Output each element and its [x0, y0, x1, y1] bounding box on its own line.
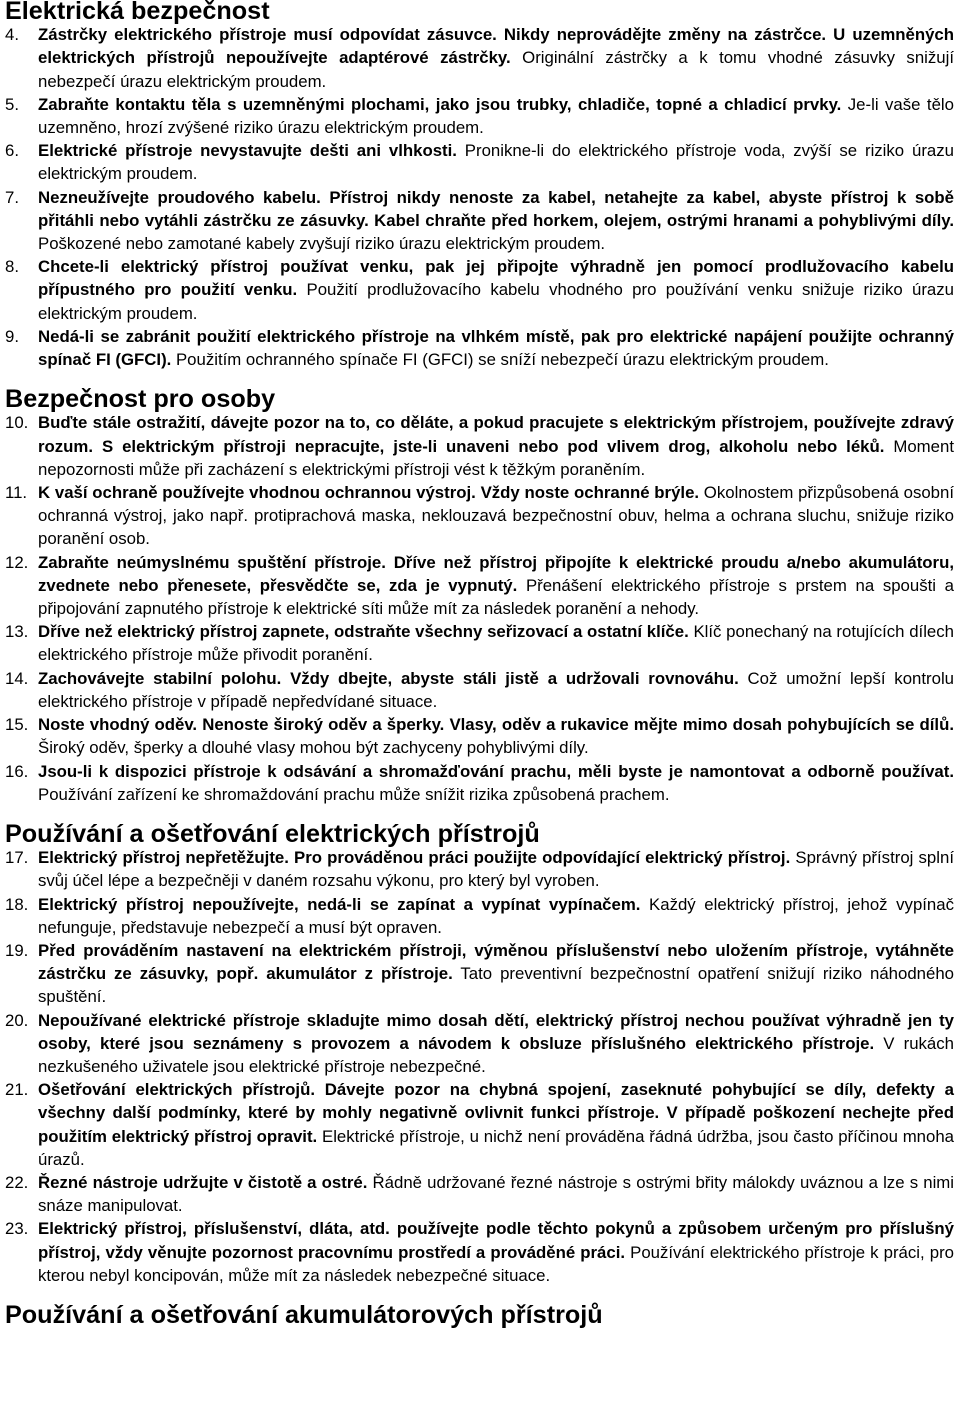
- item-bold-text: Nezneužívejte proudového kabelu. Přístroj nikdy nenoste za kabel, netahejte za kabel, abyste přístroj k sobě přitáhli nebo vytáhli zástrčku ze zásuvky. Kabel chraňte před horkem, olejem, ostrými hranami a pohyblivými díly.: [38, 187, 954, 230]
- item-bold-text: Nepoužívané elektrické přístroje skladujte mimo dosah dětí, elektrický přístroj nechou používat výhradně jen ty osoby, které jsou seznámeny s provozem a návodem k obsluze příslušného elektrického přístroje.: [38, 1010, 954, 1053]
- item-number: 5.: [5, 94, 19, 114]
- item-text: [38, 1078, 954, 1171]
- item-number: 17.: [5, 848, 29, 868]
- item-text: [38, 411, 954, 481]
- list-item: [5, 1171, 954, 1217]
- item-bold-text: Elektrický přístroj nepřetěžujte. Pro prováděnou práci použijte odpovídající elektrický přístroj.: [38, 848, 791, 868]
- item-text: [38, 93, 954, 139]
- list-item: [5, 620, 954, 666]
- item-bold-text: Chcete-li elektrický přístroj používat venku, pak jej připojte výhradně jen pomocí prodlužovacího kabelu přípustného pro použití venku.: [38, 257, 954, 300]
- item-bold-text: Ošetřování elektrických přístrojů. Dávejte pozor na chybná spojení, zaseknuté pohybující se díly, defekty a všechny další podmínky, které by mohly negativně ovlivnit funkci přístroje. V případě poškození nechejte před použitím elektrický přístroj opravit.: [38, 1080, 954, 1146]
- section-title: Bezpečnost pro osoby: [5, 385, 276, 414]
- list-item: [5, 667, 954, 713]
- list-item: [5, 1078, 954, 1171]
- item-bold-text: Nedá-li se zabránit použití elektrického přístroje na vlhkém místě, pak pro elektrické napájení použijte ochranný spínač FI (GFCI).: [38, 326, 954, 370]
- item-bold-text: Elektrický přístroj nepoužívejte, nedá-li se zapínat a vypínat vypínačem.: [38, 894, 641, 914]
- item-number: 7.: [5, 187, 19, 207]
- item-normal-text: Klíč ponechaný na rotujících dílech elektrického přístroje může přivodit poranění.: [38, 622, 954, 665]
- list-item: [5, 713, 954, 759]
- item-normal-text: Moment nepozornosti může při zacházení s elektrickými přístroji vést k těžkým poraněním.: [38, 436, 954, 479]
- item-normal-text: Použití prodlužovacího kabelu vhodného pro používání venku snižuje riziko úrazu elektrickým proudem.: [38, 280, 954, 323]
- item-list: [5, 411, 954, 805]
- item-normal-text: Je-li vaše tělo uzemněno, hrozí zvýšené riziko úrazu elektrickým proudem.: [38, 94, 954, 138]
- list-item: [5, 893, 954, 939]
- item-bold-text: Před prováděním nastavení na elektrickém přístroji, výměnou příslušenství nebo uložením přístroje, vytáhněte zástrčku ze zásuvky, popř. akumulátor z přístroje.: [38, 940, 954, 984]
- item-normal-text: Používání elektrického přístroje k práci, pro kterou nebyl koncipován, může mít za následek nebezpečné situace.: [38, 1242, 954, 1285]
- section-battery-tool-use: [5, 1300, 954, 1329]
- item-bold-text: Noste vhodný oděv. Nenoste široký oděv a šperky. Vlasy, oděv a rukavice mějte mimo dosah pohybujících se dílů.: [38, 715, 954, 735]
- item-number: 13.: [5, 622, 29, 642]
- item-bold-text: Dříve než elektrický přístroj zapnete, odstraňte všechny seřizovací a ostatní klíče.: [38, 622, 689, 642]
- item-number: 6.: [5, 141, 19, 161]
- item-bold-text: Zástrčky elektrického přístroje musí odpovídat zásuvce. Nikdy neprovádějte změny na zástrčce. U uzemněných elektrických přístrojů nepoužívejte adaptérové zástrčky.: [38, 25, 954, 68]
- item-text: [38, 1009, 954, 1079]
- section-title: Používání a ošetřování elektrických přístrojů: [5, 819, 540, 848]
- list-item: [5, 139, 954, 185]
- item-bold-text: Elektrický přístroj, příslušenství, dláta, atd. používejte podle těchto pokynů a způsobem určeným pro příslušný přístroj, vždy věnujte pozornost pracovnímu prostředí a prováděné práci.: [38, 1219, 954, 1262]
- item-normal-text: Používání zařízení ke shromaždování prachu může snížit rizika způsobená prachem.: [38, 784, 670, 804]
- item-normal-text: V rukách nezkušeného uživatele jsou elektrické přístroje nebezpečné.: [38, 1033, 954, 1076]
- item-text: [38, 713, 954, 759]
- item-bold-text: Zabraňte neúmyslnému spuštění přístroje. Dříve než přístroj připojíte k elektrické proudu a/nebo akumulátoru, zvednete nebo přenesete, přesvědčte se, zda je vypnutý.: [38, 552, 954, 595]
- list-item: [5, 23, 954, 93]
- item-number: 16.: [5, 761, 29, 781]
- section-title: Elektrická bezpečnost: [5, 0, 270, 25]
- list-item: [5, 760, 954, 806]
- item-text: [38, 325, 954, 371]
- item-normal-text: Elektrické přístroje, u nichž není prováděna řádná údržba, jsou často příčinou mnoha úrazů.: [38, 1126, 955, 1169]
- item-normal-text: Správný přístroj splní svůj účel lépe a bezpečněji v daném rozsahu výkonu, pro který byl vyroben.: [38, 848, 954, 891]
- list-item: [5, 93, 954, 139]
- list-item: [5, 255, 954, 325]
- item-normal-text: Poškozené nebo zamotané kabely zvyšují riziko úrazu elektrickým proudem.: [38, 234, 606, 254]
- item-normal-text: Široký oděv, šperky a dlouhé vlasy mohou být zachyceny pohyblivými díly.: [38, 738, 589, 758]
- list-item: [5, 846, 954, 892]
- item-text: [38, 1217, 954, 1287]
- list-item: [5, 481, 954, 551]
- item-bold-text: Elektrické přístroje nevystavujte dešti ani vlhkosti.: [38, 141, 457, 161]
- list-item: [5, 1009, 954, 1079]
- list-item: [5, 1217, 954, 1287]
- item-number: 18.: [5, 894, 29, 914]
- item-normal-text: Okolnostem přizpůsobená osobní ochranná výstroj, jako např. protiprachová maska, neklouzavá bezpečnostní obuv, helma a ochrana sluchu, snižuje riziko poranění osob.: [38, 483, 954, 549]
- item-normal-text: Tato preventivní bezpečnostní opatření snižují riziko náhodného spuštění.: [38, 964, 954, 1007]
- item-number: 19.: [5, 940, 29, 960]
- item-normal-text: Přenášení elektrického přístroje s prstem na spoušti a připojování zapnutého přístroje k elektrické síti může mít za následek poranění a nehody.: [38, 575, 954, 619]
- list-item: [5, 551, 954, 621]
- item-text: [38, 551, 954, 621]
- list-item: [5, 325, 954, 371]
- item-text: [38, 667, 954, 713]
- item-text: [38, 760, 954, 806]
- section-personal-safety: [5, 385, 955, 806]
- item-bold-text: Buďte stále ostražití, dávejte pozor na to, co děláte, a pokud pracujete s elektrickým přístrojem, používejte zdravý rozum. S elektrickým přístroji nepracujte, jste-li unaveni nebo pod vlivem drog, alkoholu nebo léků.: [38, 413, 954, 456]
- item-number: 4.: [5, 25, 19, 45]
- item-number: 23.: [5, 1219, 29, 1239]
- item-bold-text: Zachovávejte stabilní polohu. Vždy dbejte, abyste stáli jistě a udržovali rovnováhu.: [38, 668, 739, 688]
- section-electrical-safety: [5, 0, 954, 371]
- item-bold-text: Řezné nástroje udržujte v čistotě a ostré.: [38, 1172, 368, 1192]
- item-normal-text: Originální zástrčky a k tomu vhodné zásuvky snižují nebezpečí úrazu elektrickým proudem.: [38, 48, 954, 91]
- list-item: [5, 186, 954, 256]
- item-list: [5, 846, 954, 1287]
- item-text: [38, 846, 954, 892]
- list-item: [5, 411, 954, 481]
- item-text: [38, 481, 954, 551]
- section-title: Používání a ošetřování akumulátorových přístrojů: [5, 1300, 603, 1329]
- item-normal-text: Řádně udržované řezné nástroje s ostrými břity málokdy uváznou a lze s nimi snáze manipulovat.: [38, 1172, 955, 1216]
- item-text: [38, 23, 954, 93]
- list-item: [5, 939, 954, 1009]
- item-text: [38, 255, 954, 325]
- item-normal-text: Použitím ochranného spínače FI (GFCI) se sníží nebezpečí úrazu elektrickým proudem.: [171, 350, 829, 370]
- item-list: [5, 23, 954, 371]
- item-bold-text: K vaší ochraně používejte vhodnou ochrannou výstroj. Vždy noste ochranné brýle.: [38, 483, 700, 503]
- item-bold-text: Zabraňte kontaktu těla s uzemněnými plochami, jako jsou trubky, chladiče, topné a chladicí prvky.: [38, 94, 842, 114]
- item-number: 21.: [5, 1080, 29, 1100]
- item-number: 8.: [5, 257, 19, 277]
- item-normal-text: Každý elektrický přístroj, jehož vypínač nefunguje, představuje nebezpečí a musí být opraven.: [38, 894, 954, 937]
- item-bold-text: Jsou-li k dispozici přístroje k odsávání a shromažďování prachu, měli byste je namontovat a odborně používat.: [38, 761, 954, 781]
- item-number: 11.: [5, 483, 28, 503]
- item-number: 15.: [5, 715, 29, 735]
- item-number: 22.: [5, 1172, 29, 1192]
- item-text: [38, 186, 954, 256]
- item-text: [38, 1171, 954, 1217]
- item-text: [38, 620, 954, 666]
- item-text: [38, 139, 954, 185]
- item-number: 9.: [5, 326, 19, 346]
- item-normal-text: Pronikne-li do elektrického přístroje voda, zvýší se riziko úrazu elektrickým proudem.: [38, 141, 954, 184]
- item-number: 10.: [5, 413, 29, 433]
- item-number: 12.: [5, 552, 29, 572]
- item-text: [38, 893, 954, 939]
- item-number: 14.: [5, 668, 29, 688]
- item-text: [38, 939, 954, 1009]
- item-normal-text: Což umožní lepší kontrolu elektrického přístroje v případě nepředvídané situace.: [38, 668, 955, 711]
- section-tool-use-and-care: [5, 819, 955, 1287]
- item-number: 20.: [5, 1010, 29, 1030]
